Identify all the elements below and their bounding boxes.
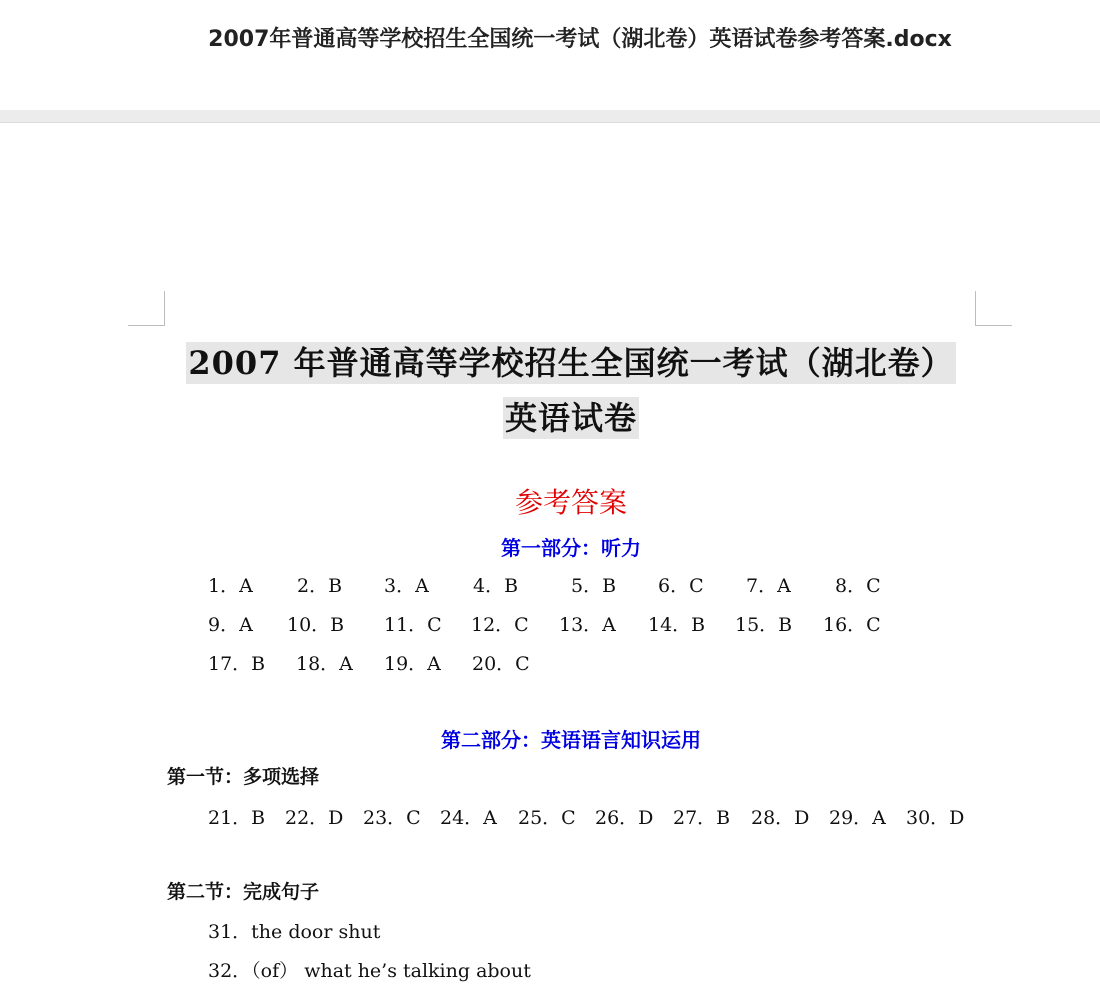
part2-heading: 第二部分：英语语言知识运用 (441, 728, 701, 752)
margin-corner-top-right (975, 291, 1012, 326)
margin-corner-top-left (128, 291, 165, 326)
answer-item: 15．B (735, 614, 793, 636)
answer-item: 3．A (384, 575, 429, 597)
part1-heading: 第一部分：听力 (501, 536, 641, 560)
answer-item: 26．D (595, 807, 654, 829)
answer-item: 14．B (648, 614, 706, 636)
answer-item: 21．B (208, 807, 266, 829)
answer-item: 18．A (296, 653, 353, 675)
answer-item: 2．B (297, 575, 343, 597)
sentence-answer: 31．the door shut (208, 921, 381, 943)
answer-item: 8．C (835, 575, 881, 597)
answer-item: 25．C (518, 807, 576, 829)
answer-item: 30．D (906, 807, 965, 829)
section1-title: 第一节：多项选择 (167, 766, 320, 788)
doc-title-line-2: 英语试卷 (504, 399, 637, 437)
answer-item: 22．D (285, 807, 344, 829)
answer-item: 29．A (829, 807, 886, 829)
section2-title: 第二节：完成句子 (167, 881, 320, 903)
answer-item: 10．B (287, 614, 345, 636)
answer-item: 19．A (384, 653, 441, 675)
document-page (0, 123, 1100, 990)
answer-item: 4．B (473, 575, 519, 597)
window-title-bar (0, 0, 1100, 110)
answer-item: 28．D (751, 807, 810, 829)
answer-item: 9．A (208, 614, 253, 636)
toolbar-divider (0, 110, 1100, 123)
answer-item: 23．C (363, 807, 421, 829)
document-file-title: 2007年普通高等学校招生全国统一考试（湖北卷）英语试卷参考答案.docx (208, 27, 952, 52)
answer-key-heading: 参考答案 (514, 486, 627, 519)
answer-item: 5．B (571, 575, 617, 597)
answer-item: 24．A (440, 807, 497, 829)
sentence-answer: 32．（of） what he’s talking about (208, 960, 531, 982)
answer-item: 17．B (208, 653, 266, 675)
answer-item: 12．C (471, 614, 529, 636)
answer-item: 27．B (673, 807, 731, 829)
answer-item: 7．A (746, 575, 791, 597)
answer-item: 6．C (658, 575, 704, 597)
answer-item: 20．C (472, 653, 530, 675)
answer-item: 13．A (559, 614, 616, 636)
answer-item: 11．C (384, 614, 442, 636)
answer-item: 1．A (208, 575, 253, 597)
doc-title-line-1: 2007 年普通高等学校招生全国统一考试（湖北卷） (188, 344, 954, 382)
answer-item: 16．C (823, 614, 881, 636)
